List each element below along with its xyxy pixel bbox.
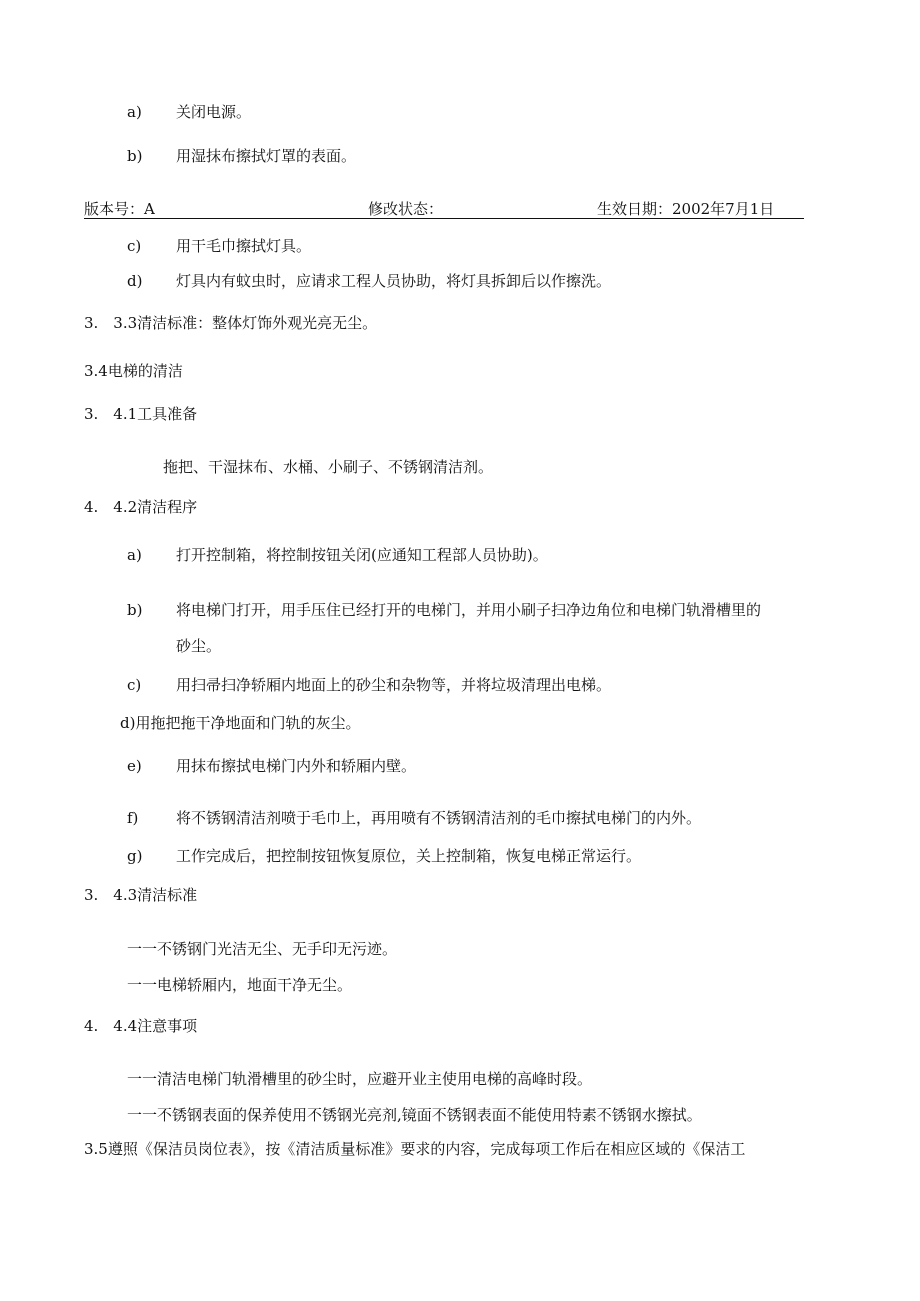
section-heading-4-1: 3. 4.1工具准备 (84, 405, 198, 423)
header-divider (84, 218, 804, 219)
item-text-continuation: 砂尘。 (176, 637, 222, 655)
section-3-3-3: 3. 3.3清洁标准：整体灯饰外观光亮无尘。 (84, 314, 378, 332)
section-3-5: 3.5遵照《保洁员岗位表》，按《清洁质量标准》要求的内容，完成每项工作后在相应区域的《保洁工 (84, 1140, 746, 1158)
tools-list: 拖把、干湿抹布、水桶、小刷子、不锈钢清洁剂。 (163, 458, 494, 476)
item-label: a) (127, 103, 142, 121)
item-label: a) (127, 546, 142, 564)
item-label: c) (127, 237, 142, 255)
note-item: 一一清洁电梯门轨滑槽里的砂尘时，应避开业主使用电梯的高峰时段。 (127, 1070, 593, 1088)
item-text: 用扫帚扫净轿厢内地面上的砂尘和杂物等，并将垃圾清理出电梯。 (176, 676, 612, 694)
item-text: 工作完成后，把控制按钮恢复原位，关上控制箱，恢复电梯正常运行。 (176, 847, 642, 865)
item-label: e) (127, 757, 142, 775)
item-label: b) (127, 601, 143, 619)
item-text: 用干毛巾擦拭灯具。 (176, 237, 312, 255)
standard-item: 一一电梯轿厢内，地面干净无尘。 (127, 976, 353, 994)
item-label: c) (127, 676, 142, 694)
item-label: g) (127, 847, 143, 865)
note-item: 一一不锈钢表面的保养使用不锈钢光亮剂,镜面不锈钢表面不能使用特素不锈钢水擦拭。 (127, 1106, 702, 1124)
standard-item: 一一不锈钢门光洁无尘、无手印无污迹。 (127, 940, 398, 958)
item-text: 用湿抹布擦拭灯罩的表面。 (176, 147, 357, 165)
item-text: 将电梯门打开，用手压住已经打开的电梯门，并用小刷子扫净边角位和电梯门轨滑槽里的 (176, 601, 762, 619)
list-item: d)用拖把拖干净地面和门轨的灰尘。 (120, 714, 361, 732)
item-label: f) (127, 809, 139, 827)
item-text: 用抹布擦拭电梯门内外和轿厢内壁。 (176, 757, 417, 775)
item-text: 灯具内有蚊虫时，应请求工程人员协助，将灯具拆卸后以作擦洗。 (176, 272, 612, 290)
section-heading-4-3: 3. 4.3清洁标准 (84, 886, 198, 904)
item-text: 关闭电源。 (176, 103, 252, 121)
item-text: 打开控制箱，将控制按钮关闭(应通知工程部人员协助)。 (176, 546, 548, 564)
section-heading-4-2: 4. 4.2清洁程序 (84, 498, 198, 516)
header-date: 生效日期：2002年7月1日 (597, 200, 775, 218)
header-status: 修改状态： (368, 200, 444, 218)
section-heading-3-4: 3.4电梯的清洁 (84, 362, 183, 380)
item-text: 将不锈钢清洁剂喷于毛巾上，再用喷有不锈钢清洁剂的毛巾擦拭电梯门的内外。 (176, 809, 702, 827)
section-heading-4-4: 4. 4.4注意事项 (84, 1017, 198, 1035)
item-label: b) (127, 147, 143, 165)
item-label: d) (127, 272, 143, 290)
header-version: 版本号：A (84, 200, 155, 218)
